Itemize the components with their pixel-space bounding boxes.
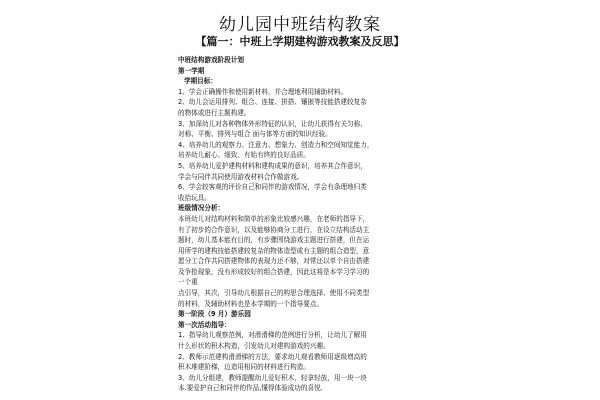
document-line: 对称、平衡、排列与组合 面与体等方面的知识经验。	[178, 130, 332, 139]
document-line: 什么形状的积木构造，引发幼儿对建构游戏的兴趣。	[178, 342, 330, 351]
document-line: 班级情况分析：	[178, 204, 225, 213]
document-line: 本班幼儿对结构材料和简单的形象比较感兴趣，在老师的指导下，	[178, 214, 370, 223]
document-line: 第一学期	[178, 66, 205, 75]
document-line: 4、培养幼儿的观察力、注意力、想象力、创造力和空间知觉能力，	[178, 140, 374, 149]
document-title: 幼儿园中班结构教案	[219, 15, 381, 35]
document-line: 收拾玩具。	[178, 193, 211, 202]
document-line: 有了初步的合作意识，以及能够协商分工进行，在设立结构活动主	[178, 225, 370, 234]
document-line: 学期目标：	[184, 77, 217, 86]
document-line: 的材料，及辅助材料也是本学期的一个指导要点。	[178, 299, 324, 308]
document-line: 中班结构游戏阶段计划	[178, 56, 244, 64]
document-line: 一个重	[178, 278, 198, 287]
document-line: 2、教师示范建构滑滑梯的方法，要求幼儿观看教师用逐级增高的	[178, 352, 367, 361]
document-line: 5、培养幼儿爱护建构材料和建构成果的意识，培养其合作意识，	[178, 161, 367, 170]
document-line: 积木堆建阶梯，边造用相同的材料进行构造。	[178, 363, 310, 372]
document-line: 点引导，其次，引导幼儿根据自己的构思合理选择、使用不同类型	[178, 289, 370, 298]
document-line: 本.要爱护自己和同伴的作品,懂得体验成功的喜悦.	[178, 384, 323, 393]
document-line: 第一阶段（9 月）游乐园	[178, 310, 251, 319]
document-line: 3、加深幼儿对各种物体外形特征的认识，让幼儿获得有关匀称、	[178, 119, 367, 128]
document-subtitle: 【篇一：中班上学期建构游戏教案及反思】	[195, 35, 405, 48]
document-line: 及争抢现象，没有形成较好的组合搭建，因此这将是本学习学习的	[178, 267, 370, 276]
document-line: 的物体或进行主题构建。	[178, 108, 251, 117]
document-line: 1、指导幼儿观察范例，对滑滑梯的范例进行分析，让幼儿了解用	[178, 331, 367, 340]
document-line: 愿分工合作共同搭建物体的表现力还不够，对常还以单个自由搭建	[178, 257, 370, 266]
document-line: 第一次活动指导：	[178, 320, 231, 329]
document-line: 用所学的建构技能搭建较复杂的物体造型或有主题的组合造型，意	[178, 246, 370, 255]
document-line: 培养幼儿耐心、细致、有始有终的良好品质。	[178, 151, 310, 160]
document-body	[178, 55, 428, 394]
document-line: 1、学会正确操作和使用新材料，并合理地利用辅助材料。	[178, 87, 348, 96]
document-line: 6、学会较客观的评价自己和同伴的游戏情况，学会有条理地归类	[178, 183, 367, 192]
document-line: 3、幼儿分组建，教师提醒幼儿爱好积木，轻拿轻放，用一块一块	[178, 373, 367, 382]
document-line: 学会与同伴共同使用游戏材料合作做游戏。	[178, 172, 304, 181]
document-line: 2、幼儿会运用排列、组合、连接、拼搭、镶嵌等技能搭建较复杂	[178, 98, 367, 107]
document-line: 题时，幼儿基本能有目的，有步骤围绕游戏主题进行搭建，但在运	[178, 236, 370, 245]
